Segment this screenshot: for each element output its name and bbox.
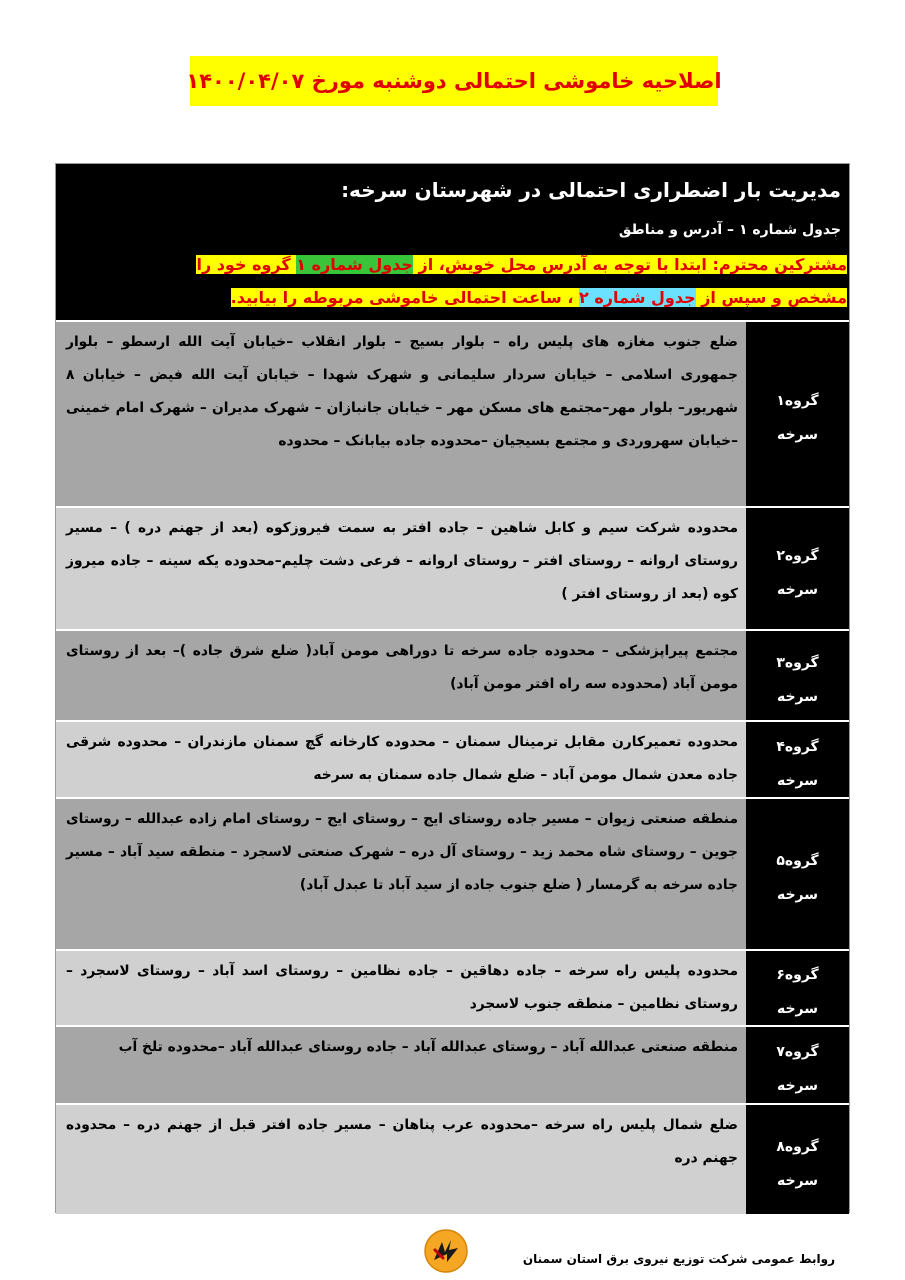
notice-text: ، ساعت احتمالی خاموشی مربوطه را بیابید. — [230, 288, 579, 307]
table-body — [56, 320, 849, 1212]
group-city: سرخه — [776, 688, 819, 705]
table-row — [56, 1103, 849, 1214]
address-cell: محدوده پلیس راه سرخه – جاده دهاقین – جاده نظامین – روستای اسد آباد – روستای لاسجرد – روستای نظامین – منطقه جنوب لاسجرد — [56, 951, 746, 1025]
group-city: سرخه — [776, 1001, 819, 1017]
group-city: سرخه — [776, 1078, 819, 1094]
schedule-table — [55, 163, 850, 1213]
group-cell — [746, 799, 849, 949]
power-company-logo-icon — [423, 1228, 469, 1274]
customer-notice — [61, 248, 847, 314]
address-cell: ضلع شمال پلیس راه سرخه –محدوده عرب پناهان – مسیر جاده افتر قبل از جهنم دره – محدوده جهنم دره — [56, 1105, 746, 1214]
address-cell: منطقه صنعتی زیوان – مسیر جاده روستای ایج – روستای ایج – روستای امام زاده عبدالله – روستای جوین – روستای شاه محمد زید – روستای آل دره – شهرک صنعتی لاسجرد – منطقه سید آباد – مسیر جاده سرخه به گرمسار ( ضلع جنوب جاده از سید آباد تا عبدل آباد) — [56, 799, 746, 949]
group-city: سرخه — [776, 427, 819, 443]
group-name: گروه۴ — [776, 738, 819, 755]
table-row — [56, 1025, 849, 1103]
table-row — [56, 629, 849, 720]
notice-text: مشترکین محترم: ابتدا با توجه به آدرس محل خویش، از — [412, 255, 847, 274]
page-title: اصلاحیه خاموشی احتمالی دوشنبه مورخ ۱۴۰۰/۰۴/۰۷ — [190, 56, 718, 106]
address-cell: محدوده شرکت سیم و کابل شاهین – جاده افتر به سمت فیروزکوه (بعد از جهنم دره ) – مسیر روستای اروانه – روستای افتر – روستای اروانه – فرعی دشت چلیم–محدوده یکه سینه – جاده میروز کوه (بعد از روستای افتر ) — [56, 508, 746, 629]
group-cell — [746, 722, 849, 797]
group-city: سرخه — [776, 887, 819, 903]
group-cell — [746, 1105, 849, 1214]
group-cell — [746, 1027, 849, 1103]
footer-credit: روابط عمومی شرکت توزیع نیروی برق استان سمنان — [522, 1252, 835, 1266]
group-name: گروه۱ — [776, 393, 819, 409]
notice-text: گروه خود را — [196, 255, 297, 274]
group-name: گروه۶ — [776, 967, 819, 983]
notice-highlight-table-2: جدول شماره ۲ — [579, 288, 696, 307]
address-cell: مجتمع پیراپزشکی – محدوده جاده سرخه تا دوراهی مومن آباد( ضلع شرق جاده )– بعد از روستای مومن آباد (محدوده سه راه افتر مومن آباد) — [56, 631, 746, 720]
group-cell — [746, 951, 849, 1025]
table-row — [56, 949, 849, 1025]
table-row — [56, 506, 849, 629]
group-cell — [746, 322, 849, 506]
address-cell: منطقه صنعتی عبدالله آباد – روستای عبدالله آباد – جاده روستای عبدالله آباد –محدوده تلخ آب — [56, 1027, 746, 1103]
group-name: گروه۲ — [776, 547, 819, 564]
notice-text: مشخص و سپس از — [695, 288, 847, 307]
notice-line-1 — [61, 248, 847, 281]
group-city: سرخه — [776, 1172, 819, 1189]
group-name: گروه۷ — [776, 1044, 819, 1060]
address-cell: ضلع جنوب مغازه های پلیس راه – بلوار بسیج – بلوار انقلاب –خیابان آیت الله ارسطو – بلوار جمهوری اسلامی – خیابان سردار سلیمانی و شهرک شهدا – خیابان آیت الله فیض – خیابان ۸ شهریور– بلوار مهر–مجتمع های مسکن مهر – خیابان جانبازان – شهرک مدیران – شهرک امام خمینی –خیابان سهروردی و مجتمع بسیجیان –محدوده جاده بیابانک – محدوده — [56, 322, 746, 506]
table-row — [56, 797, 849, 949]
notice-highlight-table-1: جدول شماره ۱ — [296, 255, 413, 274]
notice-line-2 — [61, 281, 847, 314]
group-name: گروه۳ — [776, 654, 819, 671]
table-row — [56, 720, 849, 797]
group-name: گروه۸ — [776, 1138, 819, 1155]
table-row — [56, 320, 849, 506]
group-city: سرخه — [776, 772, 819, 789]
address-cell: محدوده تعمیرکارن مقابل ترمینال سمنان – محدوده کارخانه گچ سمنان مازندران – محدوده شرقی جاده معدن شمال مومن آباد – ضلع شمال جاده سمنان به سرخه — [56, 722, 746, 797]
table-heading: مدیریت بار اضطراری احتمالی در شهرستان سرخه: — [341, 178, 841, 202]
table-subheading: جدول شماره ۱ – آدرس و مناطق — [618, 222, 841, 238]
group-cell — [746, 508, 849, 629]
group-city: سرخه — [776, 581, 819, 598]
group-cell — [746, 631, 849, 720]
table-header — [56, 164, 849, 320]
group-name: گروه۵ — [776, 853, 819, 869]
